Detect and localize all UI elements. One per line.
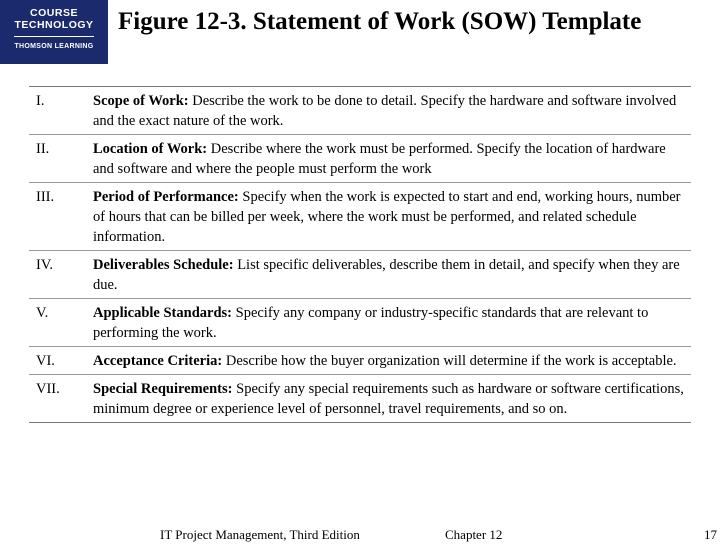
logo-divider: [14, 36, 94, 37]
section-description: [83, 139, 691, 179]
logo-line-2: TECHNOLOGY: [14, 19, 94, 31]
section-number: I.: [36, 93, 45, 109]
section-heading: Deliverables Schedule:: [93, 257, 234, 273]
table-row: [29, 250, 691, 298]
section-number: V.: [36, 305, 49, 321]
section-heading: Applicable Standards:: [93, 305, 232, 321]
table-row: [29, 346, 691, 374]
section-description: [83, 379, 691, 419]
section-description: [83, 91, 691, 131]
section-number: III.: [36, 189, 55, 205]
course-technology-logo: [0, 0, 108, 64]
section-description: [83, 303, 691, 343]
table-row: [29, 374, 691, 422]
section-description: [83, 255, 691, 295]
section-number: II.: [36, 141, 50, 157]
section-text: Describe how the buyer organization will determine if the work is acceptable.: [225, 353, 677, 369]
section-heading: Acceptance Criteria:: [93, 353, 223, 369]
section-number: IV.: [36, 257, 54, 273]
section-text: List specific deliverables, describe them in detail, and specify when they are due.: [93, 257, 680, 293]
slide-title: Figure 12-3. Statement of Work (SOW) Template: [118, 8, 642, 35]
table-row: [29, 298, 691, 346]
section-heading: Scope of Work:: [93, 93, 189, 109]
table-row: [29, 134, 691, 182]
sow-template-table: [29, 86, 691, 423]
section-text: Describe where the work must be performed. Specify the location of hardware and software and where the people must perform the work: [93, 141, 666, 177]
table-row: [29, 87, 691, 134]
section-heading: Special Requirements:: [93, 381, 233, 397]
section-heading: Location of Work:: [93, 141, 208, 157]
table-row: [29, 182, 691, 250]
section-number: VII.: [36, 381, 60, 397]
section-text: Specify any company or industry-specific standards that are relevant to performing the work.: [93, 305, 649, 341]
section-text: Specify when the work is expected to start and end, working hours, number of hours that can be billed per week, where the work must be performed, and related schedule information.: [93, 189, 681, 245]
footer-book-title: IT Project Management, Third Edition: [160, 527, 360, 542]
footer-page-number: 17: [704, 527, 717, 542]
section-text: Specify any special requirements such as hardware or software certifications, minimum degree or experience level of personnel, travel requirements, and so on.: [93, 381, 684, 417]
logo-line-1: COURSE: [30, 7, 78, 19]
footer-chapter: Chapter 12: [445, 527, 503, 542]
logo-line-3: THOMSON LEARNING: [14, 43, 94, 50]
section-description: [83, 351, 691, 371]
section-number: VI.: [36, 353, 55, 369]
section-text: Describe the work to be done to detail. Specify the hardware and software involved and the exact nature of the work.: [93, 93, 677, 129]
section-heading: Period of Performance:: [93, 189, 239, 205]
section-description: [83, 187, 691, 247]
